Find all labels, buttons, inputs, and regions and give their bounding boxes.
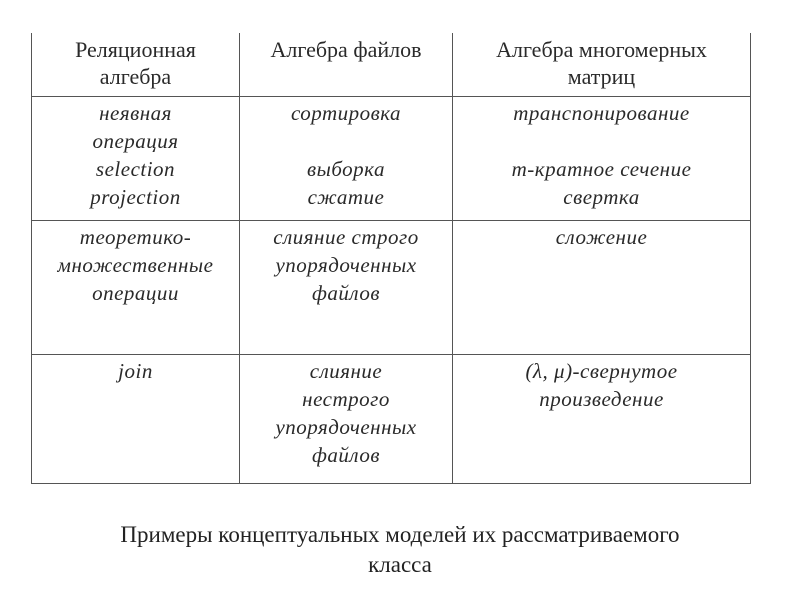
models-comparison-table	[31, 33, 751, 484]
cell-text: слияние строго	[273, 225, 419, 249]
header-text: Алгебра многомерных	[496, 37, 707, 62]
cell-text: свертка	[563, 185, 640, 209]
cell-text: join	[118, 359, 153, 383]
caption-text: класса	[368, 552, 432, 577]
spacer	[455, 127, 748, 155]
header-text: матриц	[567, 64, 636, 89]
cell-text: (λ, μ)-свернутое	[525, 359, 678, 383]
header-file-algebra	[240, 33, 453, 97]
table-row	[32, 97, 751, 221]
header-text: Алгебра файлов	[270, 37, 422, 62]
cell-text: файлов	[312, 443, 380, 467]
cell-text: сложение	[555, 225, 648, 249]
cell-file	[240, 97, 453, 221]
cell-text: упорядоченных	[275, 253, 417, 277]
cell-text: нестрого	[302, 387, 390, 411]
cell-text: слияние	[309, 359, 383, 383]
cell-relational	[32, 355, 240, 484]
cell-text: операция	[92, 129, 179, 153]
cell-matrix	[453, 355, 751, 484]
cell-relational	[32, 97, 240, 221]
header-matrix-algebra	[453, 33, 751, 97]
table-row	[32, 221, 751, 355]
cell-text: операции	[92, 281, 179, 305]
cell-file	[240, 221, 453, 355]
cell-text: теоретико-	[79, 225, 192, 249]
cell-text: projection	[90, 185, 181, 209]
spacer	[242, 127, 450, 155]
header-relational-algebra	[32, 33, 240, 97]
cell-text: множественные	[57, 253, 214, 277]
cell-text: файлов	[312, 281, 380, 305]
cell-text: неявная	[99, 101, 172, 125]
header-text: алгебра	[99, 64, 172, 89]
cell-file	[240, 355, 453, 484]
cell-text: m-кратное сечение	[511, 157, 692, 181]
cell-matrix	[453, 221, 751, 355]
cell-text: сжатие	[307, 185, 385, 209]
cell-text: упорядоченных	[275, 415, 417, 439]
cell-text: сортировка	[290, 101, 402, 125]
cell-text: selection	[95, 157, 176, 181]
cell-text: транспонирование	[513, 101, 690, 125]
table-header-row	[32, 33, 751, 97]
header-text: Реляционная	[75, 37, 196, 62]
slide-caption	[30, 520, 770, 580]
cell-matrix	[453, 97, 751, 221]
cell-relational	[32, 221, 240, 355]
cell-text: выборка	[307, 157, 385, 181]
table-row	[32, 355, 751, 484]
cell-text: произведение	[539, 387, 664, 411]
caption-text: Примеры концептуальных моделей их рассматриваемого	[120, 522, 680, 547]
